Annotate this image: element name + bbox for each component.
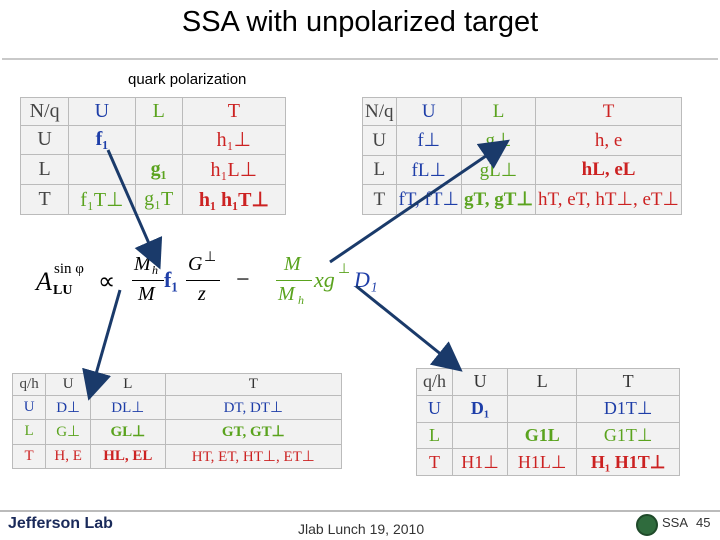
table-cell: GT, GT⊥ [165, 420, 341, 444]
table-cell: GL⊥ [91, 420, 166, 444]
table-cell: hL, eL [536, 155, 682, 185]
table-cell: h₁L⊥ [182, 155, 285, 185]
table-cell: H, E [46, 444, 91, 468]
table-cell: f₁T⊥ [69, 185, 135, 215]
table-cell: f⊥ [396, 126, 462, 156]
table-cell: G1T⊥ [577, 422, 680, 449]
table-cell: fL⊥ [396, 155, 462, 185]
header-cell: N/q [21, 98, 69, 126]
table-cell: HT, ET, HT⊥, ET⊥ [165, 444, 341, 468]
table-cell: h₁⊥ [182, 125, 285, 155]
arrow-g-perp [330, 143, 505, 262]
seal-tag: SSA [662, 515, 689, 530]
formula-G-sup: ⊥ [204, 250, 217, 265]
formula-proportional: ∝ [98, 269, 116, 295]
row-label: L [13, 420, 46, 444]
header-cell: N/q [363, 98, 397, 126]
table-cell: DL⊥ [91, 395, 166, 419]
row-label: U [21, 125, 69, 155]
header-cell: L [91, 374, 166, 396]
formula-den2-h: h [298, 293, 304, 307]
header-cell: T [577, 369, 680, 396]
header-cell: L [508, 369, 577, 396]
table-cell: g₁ [135, 155, 182, 185]
table-cell: G⊥ [46, 420, 91, 444]
header-cell: q/h [13, 374, 46, 396]
header-cell: L [462, 98, 536, 126]
row-label: L [417, 422, 453, 449]
formula-den2-M: M [278, 283, 295, 305]
formula-lhs: A [36, 267, 52, 296]
formula-lhs-sub: LU [53, 283, 73, 298]
table-cell: h, e [536, 126, 682, 156]
formula-f1: f₁ [164, 267, 178, 292]
formula-num-h: h [152, 263, 158, 277]
row-label: U [13, 395, 46, 419]
header-cell: U [396, 98, 462, 126]
table-cell: hT, eT, hT⊥, eT⊥ [536, 185, 682, 215]
table-cell: gL⊥ [462, 155, 536, 185]
header-cell: U [46, 374, 91, 396]
table-cell: D1T⊥ [577, 395, 680, 422]
table-cell: f₁ [69, 125, 135, 155]
row-label: T [21, 185, 69, 215]
table-cell: g₁T [135, 185, 182, 215]
footer-text: Jlab Lunch 19, 2010 [298, 521, 425, 537]
table-cell: H1L⊥ [508, 449, 577, 476]
footer-divider [0, 510, 720, 512]
table-cell: D₁ [453, 395, 508, 422]
row-label: U [417, 395, 453, 422]
header-cell: L [135, 98, 182, 126]
subtitle-quark-polarization: quark polarization [128, 71, 247, 88]
table-cell: H₁ H1T⊥ [577, 449, 680, 476]
jefferson-lab-logo: Jefferson Lab [8, 515, 113, 532]
row-label: L [363, 155, 397, 185]
row-label: T [13, 444, 46, 468]
table-cell: HL, EL [91, 444, 166, 468]
formula-minus: − [236, 267, 250, 293]
header-cell: T [165, 374, 341, 396]
formula-lhs-sup: sin φ [54, 261, 84, 277]
table-cell: h₁ h₁T⊥ [182, 185, 285, 215]
formula-xg-sup: ⊥ [338, 262, 351, 277]
header-cell: T [182, 98, 285, 126]
row-label: U [363, 126, 397, 156]
formula-z: z [198, 283, 206, 305]
table-cell: gT, gT⊥ [462, 185, 536, 215]
table-cell: g⊥ [462, 126, 536, 156]
formula-D1: D₁ [354, 267, 378, 292]
row-label: T [417, 449, 453, 476]
row-label: T [363, 185, 397, 215]
table-cell: D⊥ [46, 395, 91, 419]
row-label: L [21, 155, 69, 185]
table-cell: fT, fT⊥ [396, 185, 462, 215]
header-cell: U [69, 98, 135, 126]
arrow-formula-to-frag [90, 290, 120, 395]
formula-num2-M: M [284, 253, 301, 275]
header-cell: q/h [417, 369, 453, 396]
table-cell: H1⊥ [453, 449, 508, 476]
seal-icon [636, 514, 658, 536]
formula-xg: xg [314, 267, 335, 292]
table-cell: DT, DT⊥ [165, 395, 341, 419]
formula-num-M: M [134, 253, 151, 275]
slide-title: SSA with unpolarized target [181, 6, 539, 38]
table-cell: G1L [508, 422, 577, 449]
arrow-D1 [356, 286, 458, 368]
page-number: 45 [696, 515, 711, 530]
header-cell: U [453, 369, 508, 396]
formula-G: G [188, 253, 203, 275]
arrow-f1-to-formula [108, 150, 158, 264]
header-cell: T [536, 98, 682, 126]
formula-den-M: M [138, 283, 155, 305]
